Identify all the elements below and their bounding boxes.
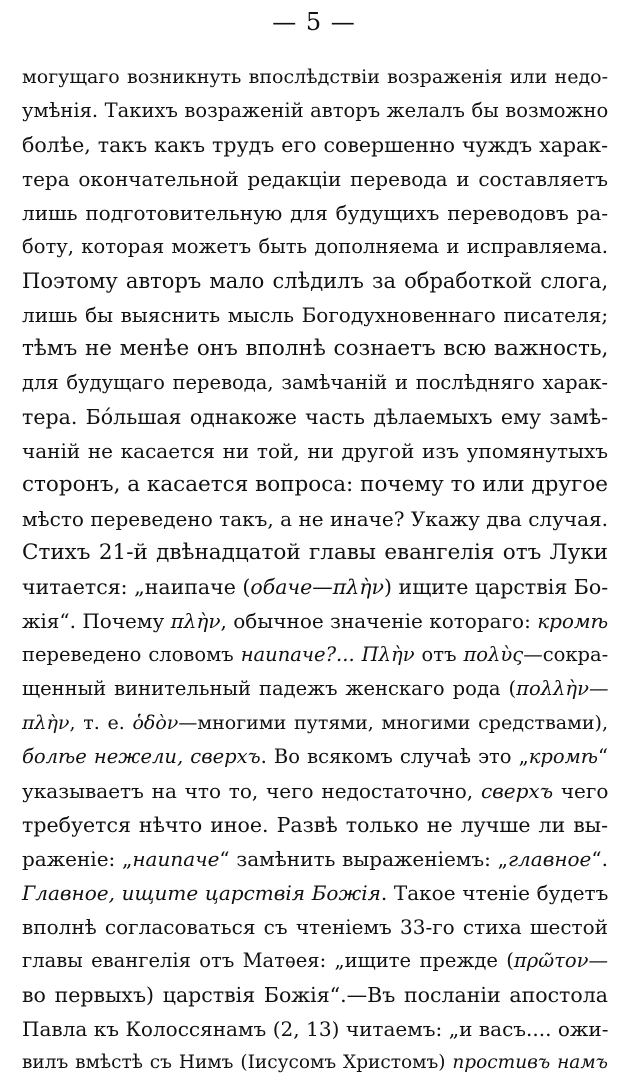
text-line: [22, 604, 608, 638]
text-line: [22, 400, 608, 434]
text-run: сторонъ, а касается вопроса: почему то или другое: [22, 472, 608, 497]
text-line: [22, 162, 608, 196]
text-line: [22, 808, 608, 842]
text-line: [22, 332, 608, 366]
text-run: щенный винительный падежъ женскаго рода (: [22, 677, 517, 700]
emphasis-text: πλὴν: [170, 609, 221, 633]
text-line: [22, 978, 608, 1012]
text-run: лишь подготовительную для будущихъ переводовъ ра-: [22, 201, 608, 225]
emphasis-text: наипаче?...: [240, 643, 355, 666]
text-line: [22, 60, 608, 94]
text-run: тера. Бóльшая однакоже часть дѣлаемыхъ ему замѣ-: [22, 405, 608, 429]
text-line: [22, 672, 608, 706]
text-run: требуется нѣчто иное. Развѣ только не лучше ли вы-: [22, 813, 608, 837]
text-run: болѣе, такъ какъ трудъ его совершенно чуждъ харак-: [22, 133, 608, 157]
emphasis-text: πλὴν: [22, 712, 70, 734]
emphasis-text: Главное, ищите царствiя Божiя: [22, 881, 381, 905]
body-text: [22, 60, 608, 1080]
text-run: вполнѣ согласоваться съ чтенiемъ 33-го стиха шестой: [22, 915, 608, 939]
text-line: [22, 638, 608, 672]
text-run: раженiе: „: [22, 847, 133, 871]
page-number: — 5 —: [272, 8, 356, 36]
text-line: [22, 876, 608, 910]
text-run: Поэтому авторъ мало слѣдилъ за обработкой слога,: [22, 269, 609, 293]
text-run: Стихъ 21-й двѣнадцатой главы евангелiя отъ Луки: [22, 540, 608, 565]
emphasis-text: простивъ намъ: [452, 1052, 608, 1073]
text-line: [22, 196, 608, 230]
text-run: . Во всякомъ случаѣ это „: [260, 745, 529, 768]
text-run: тера окончательной редакцiи перевода и составляетъ: [22, 167, 608, 191]
text-run: —: [588, 949, 608, 972]
text-run: “: [598, 745, 608, 768]
text-run: жiя“. Почему: [22, 609, 171, 633]
text-run: для будущаго перевода, замѣчанiй и послѣдняго харак-: [22, 371, 608, 394]
text-run: отъ: [414, 643, 464, 666]
text-line: [22, 434, 608, 468]
text-line: [22, 740, 608, 774]
text-line: [22, 944, 608, 978]
text-run: указываетъ на что то, чего недостаточно,: [22, 779, 481, 803]
text-run: “ замѣнить выраженiемъ: „: [219, 847, 508, 871]
emphasis-text: ὁδὸν: [132, 712, 179, 734]
text-run: умѣнiя. Такихъ возраженiй авторъ желалъ бы возможно: [22, 99, 609, 122]
text-line: [22, 1012, 608, 1046]
text-line: [22, 570, 608, 604]
text-run: тѣмъ не менѣе онъ вполнѣ сознаетъ всю важность,: [22, 336, 609, 361]
emphasis-text: кромѣ: [537, 609, 609, 633]
text-run: переведено словомъ: [22, 643, 241, 666]
emphasis-text: наипаче: [132, 847, 220, 871]
text-run: “.: [591, 847, 608, 871]
text-run: чего: [553, 779, 609, 803]
text-line: [22, 264, 608, 298]
emphasis-text: πολὺς: [463, 643, 524, 666]
text-line: [22, 706, 608, 740]
text-run: вилъ вмѣстѣ съ Нимъ (Iисусомъ Христомъ): [22, 1052, 453, 1073]
text-run: лишь бы выяснить мысль Богодухновеннаго писателя;: [22, 303, 609, 327]
text-run: читается: „наипаче (: [22, 575, 251, 599]
emphasis-text: кромѣ: [528, 745, 599, 768]
emphasis-text: главное: [507, 847, 592, 871]
text-run: . Такое чтенiе будетъ: [380, 881, 609, 905]
text-run: могущаго возникнуть впослѣдствiи возраженiя или недо-: [22, 66, 608, 88]
text-run: во первыхъ) царствiя Божiя“.—Въ посланiи апостола: [22, 983, 608, 1007]
text-line: [22, 910, 608, 944]
emphasis-text: Πλὴν: [361, 643, 415, 666]
text-line: [22, 298, 608, 332]
text-line: [22, 502, 608, 536]
text-line: [22, 366, 608, 400]
emphasis-text: πολλὴν—: [516, 677, 609, 700]
text-line: [22, 128, 608, 162]
text-run: [355, 643, 362, 666]
text-run: , т. е.: [69, 712, 133, 734]
text-run: боту, которая можетъ быть дополняема и исправляема.: [22, 235, 608, 258]
emphasis-text: болѣе нежели, сверхъ: [22, 745, 261, 768]
text-run: главы евангелiя отъ Матѳея: „ищите прежде (: [22, 949, 514, 972]
text-run: —многими путями, многими средствами),: [178, 712, 608, 734]
text-line: [22, 842, 608, 876]
text-line: [22, 230, 608, 264]
text-run: чанiй не касается ни той, ни другой изъ упомянутыхъ: [22, 439, 608, 463]
emphasis-text: πρῶτον: [513, 949, 589, 972]
text-run: —сокра-: [523, 643, 609, 666]
text-line: [22, 774, 608, 808]
emphasis-text: обаче—πλὴν: [250, 575, 385, 599]
text-line: [22, 1046, 608, 1080]
text-line: [22, 94, 608, 128]
text-run: мѣсто переведено такъ, а не иначе? Укажу два случая.: [22, 507, 608, 531]
text-line: [22, 536, 608, 570]
text-run: , обычное значенiе котораго:: [220, 609, 538, 633]
text-run: ) ищите царствiя Бо-: [384, 575, 609, 599]
emphasis-text: сверхъ: [480, 779, 554, 803]
text-run: Павла къ Колоссянамъ (2, 13) читаемъ: „и васъ.... ожи-: [22, 1017, 609, 1041]
text-line: [22, 468, 608, 502]
